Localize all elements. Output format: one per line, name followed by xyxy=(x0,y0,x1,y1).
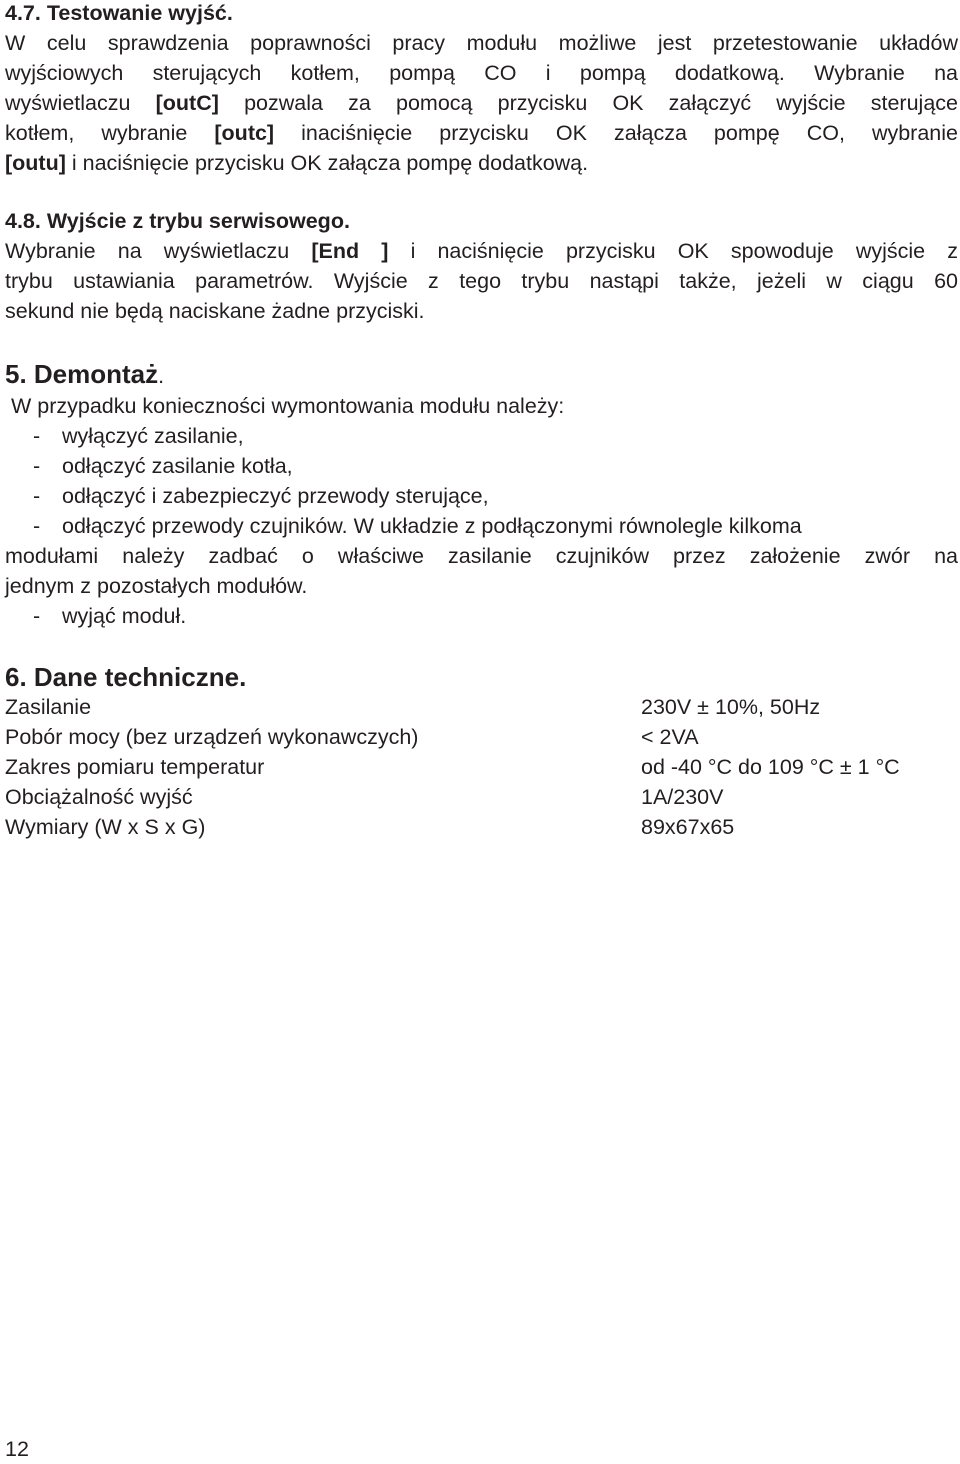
page-number: 12 xyxy=(5,1437,29,1461)
heading-dot: . xyxy=(158,364,165,388)
list-item-text: wyjąć moduł. xyxy=(62,604,187,628)
list-item-text: wyłączyć zasilanie, xyxy=(62,424,244,448)
list-item xyxy=(5,451,958,481)
section-testowanie-wyjsc xyxy=(5,0,958,178)
text-fragment: Wybranie na wyświetlaczu xyxy=(5,239,312,263)
spec-row xyxy=(5,812,905,842)
paragraph-line xyxy=(5,148,958,178)
section-wyjscie-z-trybu-serwisowego xyxy=(5,206,958,326)
spec-value: 89x67x65 xyxy=(641,815,735,839)
paragraph-line xyxy=(5,118,958,148)
paragraph-line: wyjściowych sterujących kotłem, pompą CO i pompą dodatkową. Wybranie na xyxy=(5,61,958,85)
spec-label: Zasilanie xyxy=(5,695,92,719)
spec-row xyxy=(5,782,905,812)
list-item-text: odłączyć przewody czujników. W układzie z podłączonymi równolegle kilkoma xyxy=(62,514,802,538)
paragraph-line: trybu ustawiania parametrów. Wyjście z tego trybu nastąpi także, jeżeli w ciągu 60 xyxy=(5,269,958,293)
paragraph-line xyxy=(5,88,958,118)
spec-label: Zakres pomiaru temperatur xyxy=(5,755,265,779)
display-code-outc: [outc] xyxy=(214,121,275,145)
display-code-outu: [outu] xyxy=(5,151,66,175)
spec-label: Obciążalność wyjść xyxy=(5,785,193,809)
spec-row xyxy=(5,722,905,752)
section-heading: 4.7. Testowanie wyjść. xyxy=(5,1,233,25)
spec-value: 1A/230V xyxy=(641,785,724,809)
spec-row xyxy=(5,692,905,722)
text-fragment: wyświetlaczu xyxy=(5,91,156,115)
section-heading-dane-techniczne: 6. Dane techniczne. xyxy=(5,662,247,692)
paragraph-line: sekund nie będą naciskane żadne przyciski. xyxy=(5,299,425,323)
list-item-text: odłączyć i zabezpieczyć przewody sterujące, xyxy=(62,484,489,508)
spec-label: Pobór mocy (bez urządzeń wykonawczych) xyxy=(5,725,419,749)
spec-value: 230V ± 10%, 50Hz xyxy=(641,695,821,719)
paragraph-line: jednym z pozostałych modułów. xyxy=(5,574,308,598)
section-demontaz xyxy=(5,359,958,631)
text-fragment: kotłem, wybranie xyxy=(5,121,215,145)
heading-text: 5. Demontaż xyxy=(5,359,159,389)
text-fragment: pozwala za pomocą przycisku OK załączyć wyjście sterujące xyxy=(218,91,958,115)
text-fragment: inaciśnięcie przycisku OK załącza pompę CO, wybranie xyxy=(274,121,958,145)
technical-specs-table xyxy=(5,692,905,842)
display-code-outC: [outC] xyxy=(155,91,219,115)
dash-bullet: - xyxy=(33,424,41,448)
dash-bullet: - xyxy=(33,454,41,478)
list-item xyxy=(5,481,958,511)
section-heading: 4.8. Wyjście z trybu serwisowego. xyxy=(5,209,350,233)
list-item-text: odłączyć zasilanie kotła, xyxy=(62,454,293,478)
paragraph-line: W przypadku konieczności wymontowania modułu należy: xyxy=(5,394,565,418)
list-item xyxy=(5,601,958,631)
spec-value: < 2VA xyxy=(641,725,699,749)
dismantle-final-step xyxy=(5,601,958,631)
display-code-end: [End ] xyxy=(311,239,389,263)
paragraph-line xyxy=(5,236,958,266)
text-fragment: i naciśnięcie przycisku OK spowoduje wyjście z xyxy=(388,239,958,263)
list-item xyxy=(5,511,958,541)
spec-row xyxy=(5,752,905,782)
spec-label: Wymiary (W x S x G) xyxy=(5,815,206,839)
text-fragment: i naciśnięcie przycisku OK załącza pompę dodatkową. xyxy=(65,151,589,175)
spec-value: od -40 °C do 109 °C ± 1 °C xyxy=(641,755,900,779)
dash-bullet: - xyxy=(33,484,41,508)
dismantle-steps-list xyxy=(5,421,958,541)
dash-bullet: - xyxy=(33,604,41,628)
section-heading xyxy=(5,359,958,391)
paragraph-line: modułami należy zadbać o właściwe zasilanie czujników przez założenie zwór na xyxy=(5,544,958,568)
dash-bullet: - xyxy=(33,514,41,538)
paragraph-line: W celu sprawdzenia poprawności pracy modułu możliwe jest przetestowanie układów xyxy=(5,31,958,55)
list-item xyxy=(5,421,958,451)
